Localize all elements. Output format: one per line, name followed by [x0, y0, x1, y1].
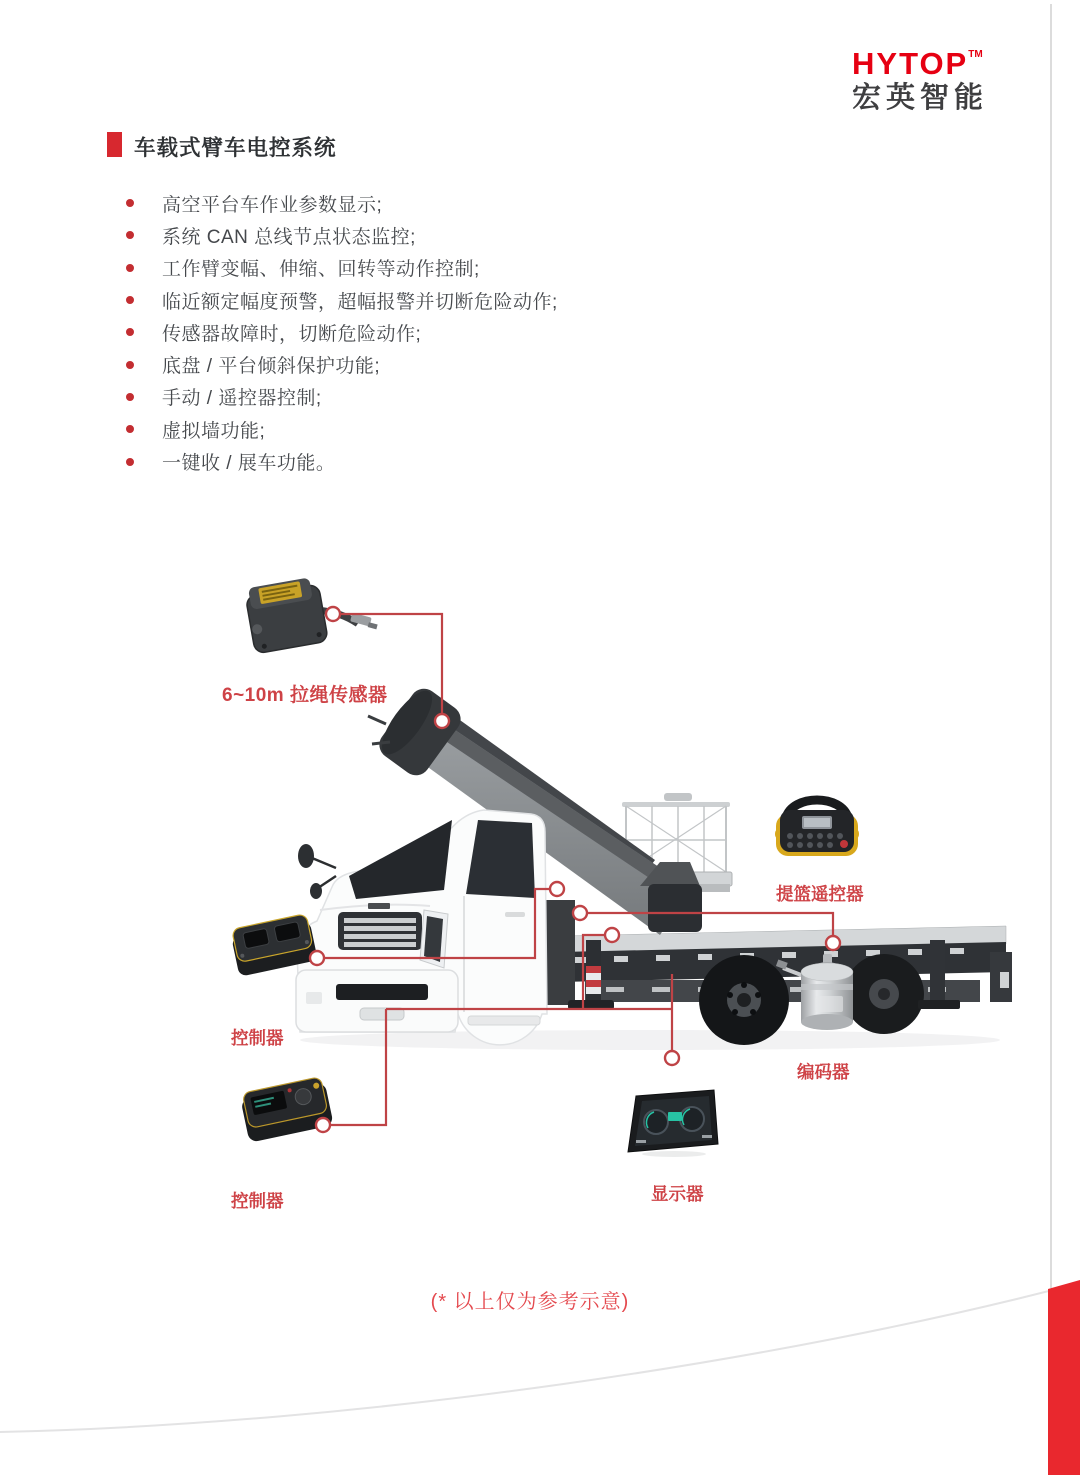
- label-controller-top: 控制器: [231, 1028, 284, 1048]
- brand-logo: [852, 48, 988, 113]
- list-item: [126, 445, 558, 477]
- label-basket-remote: 提篮遥控器: [776, 884, 864, 904]
- side-window: [466, 820, 535, 898]
- brand-trademark: TM: [968, 49, 983, 60]
- section-title-marker: [107, 132, 122, 157]
- system-diagram: [0, 560, 1080, 1260]
- feature-text: 手动 / 遥控器控制;: [162, 388, 322, 410]
- list-item: [126, 219, 558, 251]
- marker-circle: [605, 928, 619, 942]
- bullet-icon: [126, 425, 134, 433]
- feature-text: 系统 CAN 总线节点状态监控;: [162, 226, 416, 248]
- truck-illustration: [296, 682, 1012, 1050]
- bullet-icon: [126, 199, 134, 207]
- feature-text: 虚拟墙功能;: [162, 420, 266, 442]
- list-item: [126, 252, 558, 284]
- marker-circle: [435, 714, 449, 728]
- feature-text: 高空平台车作业参数显示;: [162, 194, 383, 216]
- reference-note: (* 以上仅为参考示意): [430, 1291, 630, 1313]
- controller-bottom-image: [239, 1076, 334, 1143]
- section-title: 车载式臂车电控系统: [134, 136, 337, 160]
- rear-wheel-1: [699, 955, 789, 1045]
- feature-list: [126, 187, 558, 478]
- windshield: [349, 820, 452, 899]
- list-item: [126, 348, 558, 380]
- label-encoder: 编码器: [797, 1062, 850, 1082]
- bullet-icon: [126, 393, 134, 401]
- label-rope-sensor: 6~10m 拉绳传感器: [222, 685, 388, 706]
- list-item: [126, 284, 558, 316]
- bullet-icon: [126, 458, 134, 466]
- marker-circle: [573, 906, 587, 920]
- brand-text: HYTOP: [852, 46, 969, 81]
- bullet-icon: [126, 328, 134, 336]
- list-item: [126, 413, 558, 445]
- feature-text: 传感器故障时，切断危险动作;: [162, 323, 422, 345]
- corner-red-band: [1048, 1280, 1080, 1475]
- feature-text: 底盘 / 平台倾斜保护功能;: [162, 356, 381, 378]
- brand-name: [852, 48, 988, 79]
- basket-remote-image: [775, 800, 859, 856]
- list-item: [126, 316, 558, 348]
- bullet-icon: [126, 296, 134, 304]
- rear-wheel-2: [844, 954, 924, 1034]
- bullet-icon: [126, 231, 134, 239]
- ground-shadow: [300, 1030, 1000, 1050]
- marker-circle: [316, 1118, 330, 1132]
- feature-text: 工作臂变幅、伸缩、回转等动作控制;: [162, 259, 480, 281]
- marker-circle: [826, 936, 840, 950]
- display-image: [628, 1090, 718, 1157]
- feature-text: 临近额定幅度预警，超幅报警并切断危险动作;: [162, 291, 558, 313]
- marker-circle: [665, 1051, 679, 1065]
- side-mirror: [298, 844, 314, 868]
- bullet-icon: [126, 361, 134, 369]
- rope-sensor-image: [244, 567, 379, 654]
- marker-circle: [550, 882, 564, 896]
- marker-circle: [310, 951, 324, 965]
- list-item: [126, 187, 558, 219]
- label-controller-bottom: 控制器: [231, 1191, 284, 1211]
- feature-text: 一键收 / 展车功能。: [162, 453, 336, 475]
- label-display: 显示器: [651, 1184, 704, 1204]
- brand-chinese-name: 宏英智能: [852, 82, 989, 114]
- marker-circle: [326, 607, 340, 621]
- bullet-icon: [126, 264, 134, 272]
- list-item: [126, 381, 558, 413]
